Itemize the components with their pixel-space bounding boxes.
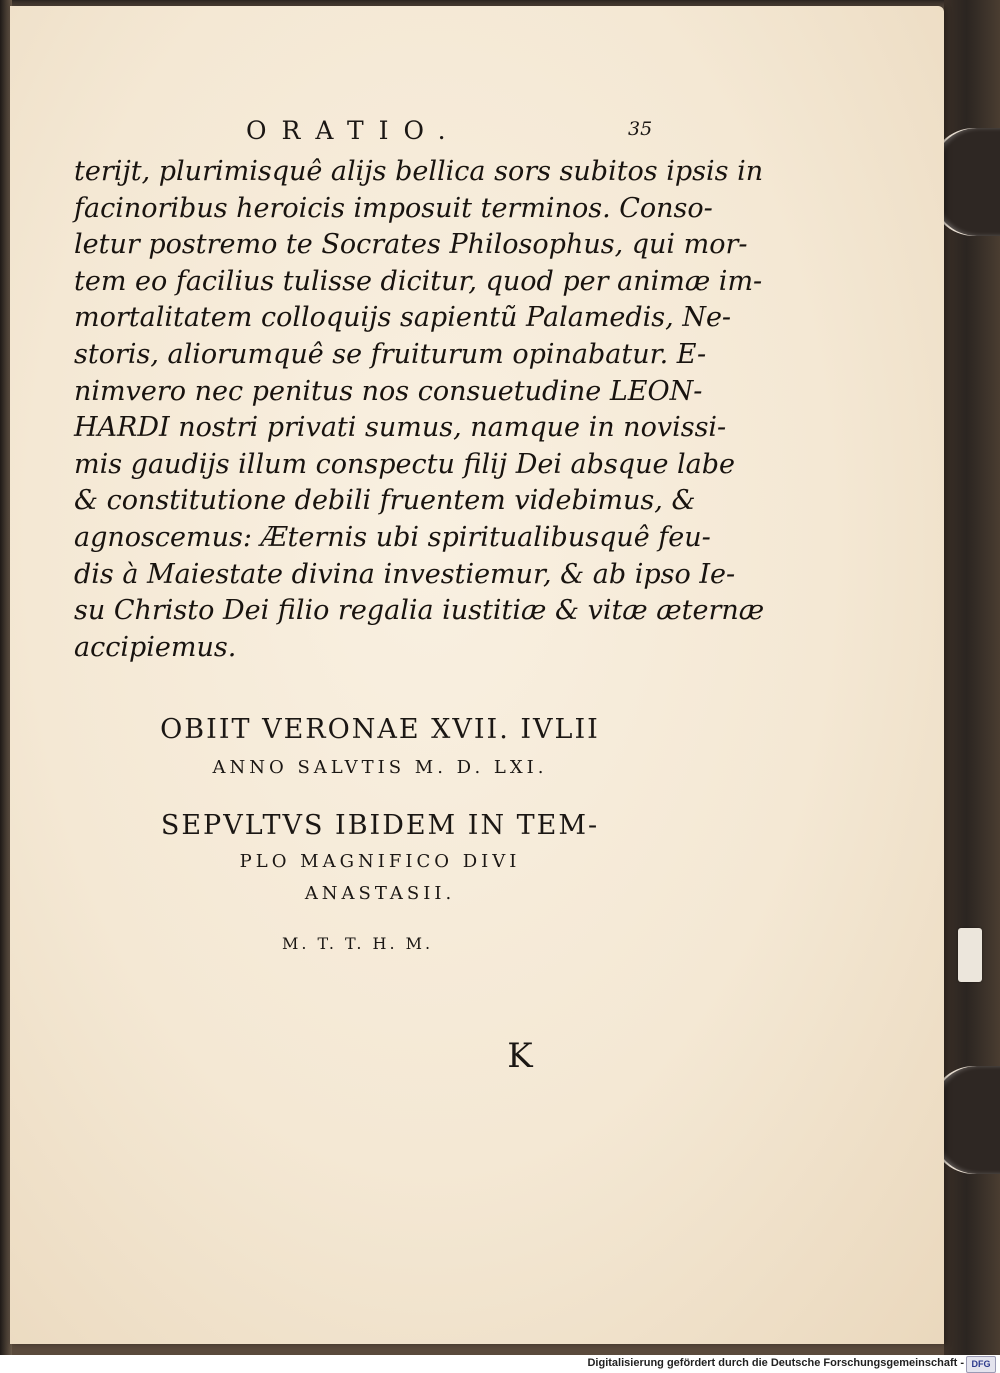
text-line: dis à Maiestate divina investiemur, & ab ipso Ie- xyxy=(74,558,736,590)
dfg-logo: DFG xyxy=(966,1356,996,1373)
text-line: storis, aliorumquê se fruiturum opinabatur. E- xyxy=(74,338,707,370)
colophon-obiit: OBIIT VERONAE XVII. IVLII xyxy=(160,714,600,745)
colophon-anno: ANNO SALVTIS M. D. LXI. xyxy=(212,757,548,778)
text-line: & constitutione debili fruentem videbimus, & xyxy=(74,485,696,517)
funding-note: Digitalisierung gefördert durch die Deutsche Forschungsgemeinschaft - xyxy=(587,1357,964,1369)
text-line: mortalitatem colloquijs sapientũ Palamedis, Ne- xyxy=(74,302,732,334)
colophon-initials: M. T. T. H. M. xyxy=(282,934,434,953)
page-number: 35 xyxy=(628,118,653,140)
paper-tab xyxy=(958,928,982,982)
text-line: facinoribus heroicis imposuit terminos. Conso- xyxy=(74,192,713,224)
text-line: letur postremo te Socrates Philosophus, qui mor- xyxy=(74,229,748,261)
body-text xyxy=(74,154,765,666)
colophon-sepultus: SEPVLTVS IBIDEM IN TEM- xyxy=(160,810,600,841)
colophon-templo: PLO MAGNIFICO DIVI xyxy=(239,851,521,872)
text-line: terijt, plurimisquê alijs bellica sors subitos ipsis in xyxy=(74,156,764,187)
text-line: mis gaudijs illum conspectu filij Dei absque labe xyxy=(74,448,736,480)
text-line: agnoscemus: Æternis ubi spiritualibusquê feu- xyxy=(74,521,711,553)
text-line: HARDI nostri privati sumus, namque in novissi- xyxy=(74,412,727,444)
running-head: ORATIO. xyxy=(246,116,461,145)
text-line: tem eo facilius tulisse dicitur, quod per animæ im- xyxy=(74,265,763,297)
text-line-last: accipiemus. xyxy=(74,631,237,663)
colophon-anastasii: ANASTASII. xyxy=(304,883,456,904)
signature-mark: K xyxy=(507,1036,533,1076)
text-line: nimvero nec penitus nos consuetudine LEON- xyxy=(74,375,703,407)
text-line: su Christo Dei filio regalia iustitiæ & vitæ æternæ xyxy=(74,595,765,627)
